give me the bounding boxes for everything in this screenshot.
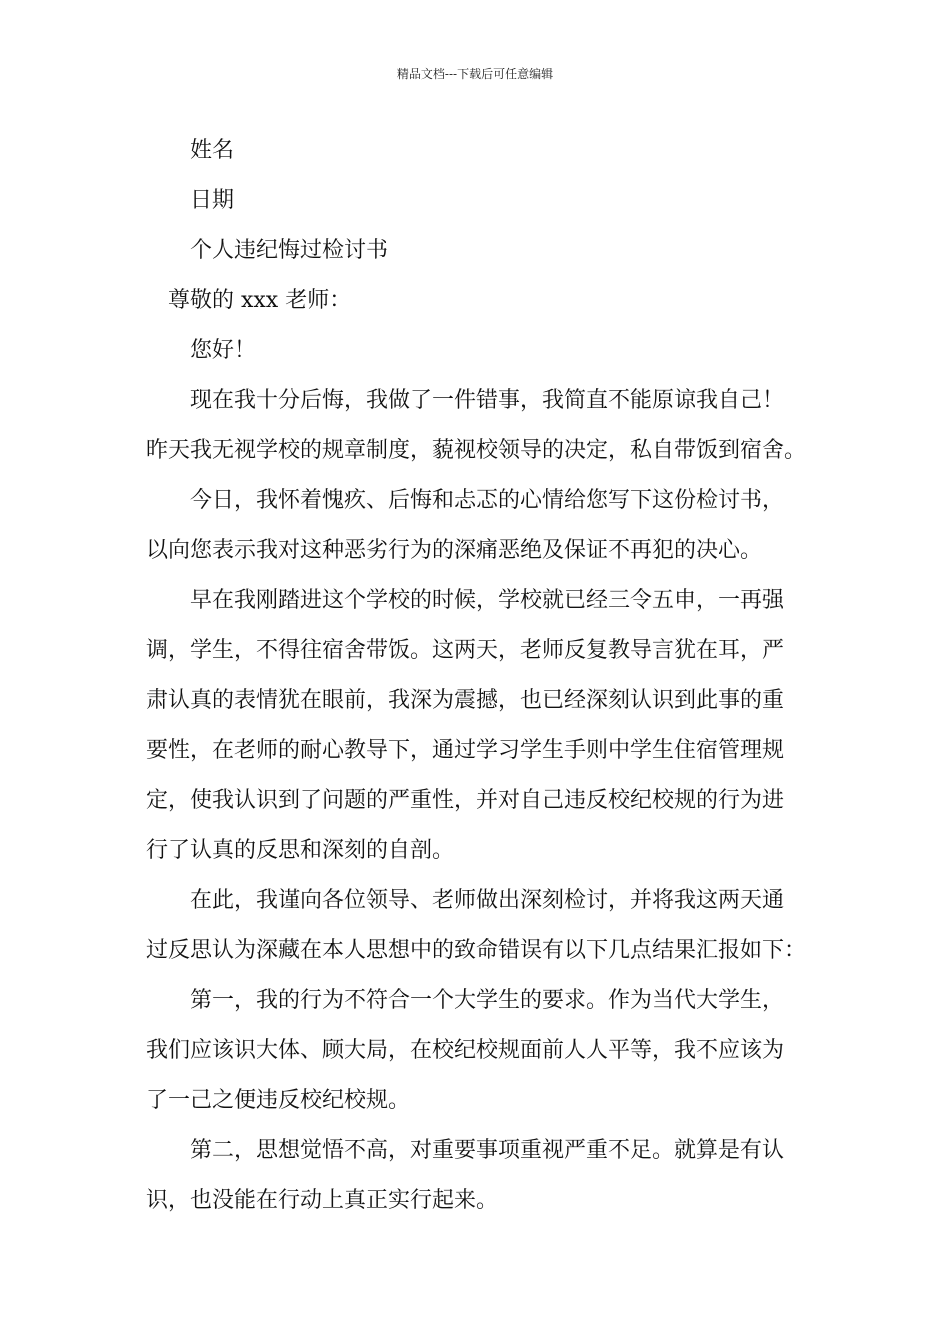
paragraph-line: 识，也没能在行动上真正实行起来。 (146, 1188, 499, 1213)
paragraph-line: 以向您表示我对这种恶劣行为的深痛恶绝及保证不再犯的决心。 (146, 538, 763, 563)
paragraph-line: 调，学生，不得往宿舍带饭。这两天，老师反复教导言犹在耳，严 (146, 638, 785, 663)
paragraph (146, 876, 806, 976)
greeting: 您好！ (190, 338, 257, 363)
paragraph-line: 现在我十分后悔，我做了一件错事，我简直不能原谅我自己！ (190, 388, 785, 413)
paragraph-line: 行了认真的反思和深刻的自剖。 (146, 838, 455, 863)
paragraph (146, 576, 806, 876)
document-title: 个人违纪悔过检讨书 (190, 238, 389, 263)
paragraph-line: 早在我刚踏进这个学校的时候，学校就已经三令五申，一再强 (190, 588, 785, 613)
paragraph (146, 976, 806, 1126)
paragraph-line: 肃认真的表情犹在眼前，我深为震撼，也已经深刻认识到此事的重 (146, 688, 785, 713)
paragraph (146, 476, 806, 576)
paragraph-line: 第一，我的行为不符合一个大学生的要求。作为当代大学生， (190, 988, 785, 1013)
date-label: 日期 (190, 188, 235, 213)
paragraph (146, 1126, 806, 1226)
paragraph-line: 过反思认为深藏在本人思想中的致命错误有以下几点结果汇报如下： (146, 938, 807, 963)
paragraph-line: 昨天我无视学校的规章制度，藐视校领导的决定，私自带饭到宿舍。 (146, 438, 807, 463)
salutation: 尊敬的 xxx 老师： (168, 288, 352, 313)
paragraph-line: 要性，在老师的耐心教导下，通过学习学生手则中学生住宿管理规 (146, 738, 785, 763)
paragraph-line: 在此，我谨向各位领导、老师做出深刻检讨，并将我这两天通 (190, 888, 785, 913)
paragraph-line: 我们应该识大体、顾大局，在校纪校规面前人人平等，我不应该为 (146, 1038, 785, 1063)
paragraph (146, 376, 806, 476)
paragraph-line: 今日，我怀着愧疚、后悔和忐忑的心情给您写下这份检讨书， (190, 488, 785, 513)
paragraph-line: 了一己之便违反校纪校规。 (146, 1088, 411, 1113)
paragraph-line: 定，使我认识到了问题的严重性，并对自己违反校纪校规的行为进 (146, 788, 785, 813)
document-body (146, 126, 806, 1226)
paragraph-line: 第二，思想觉悟不高，对重要事项重视严重不足。就算是有认 (190, 1138, 785, 1163)
name-label: 姓名 (190, 138, 235, 163)
page-header: 精品文档---下载后可任意编辑 (396, 67, 554, 81)
paragraphs (146, 376, 806, 1226)
